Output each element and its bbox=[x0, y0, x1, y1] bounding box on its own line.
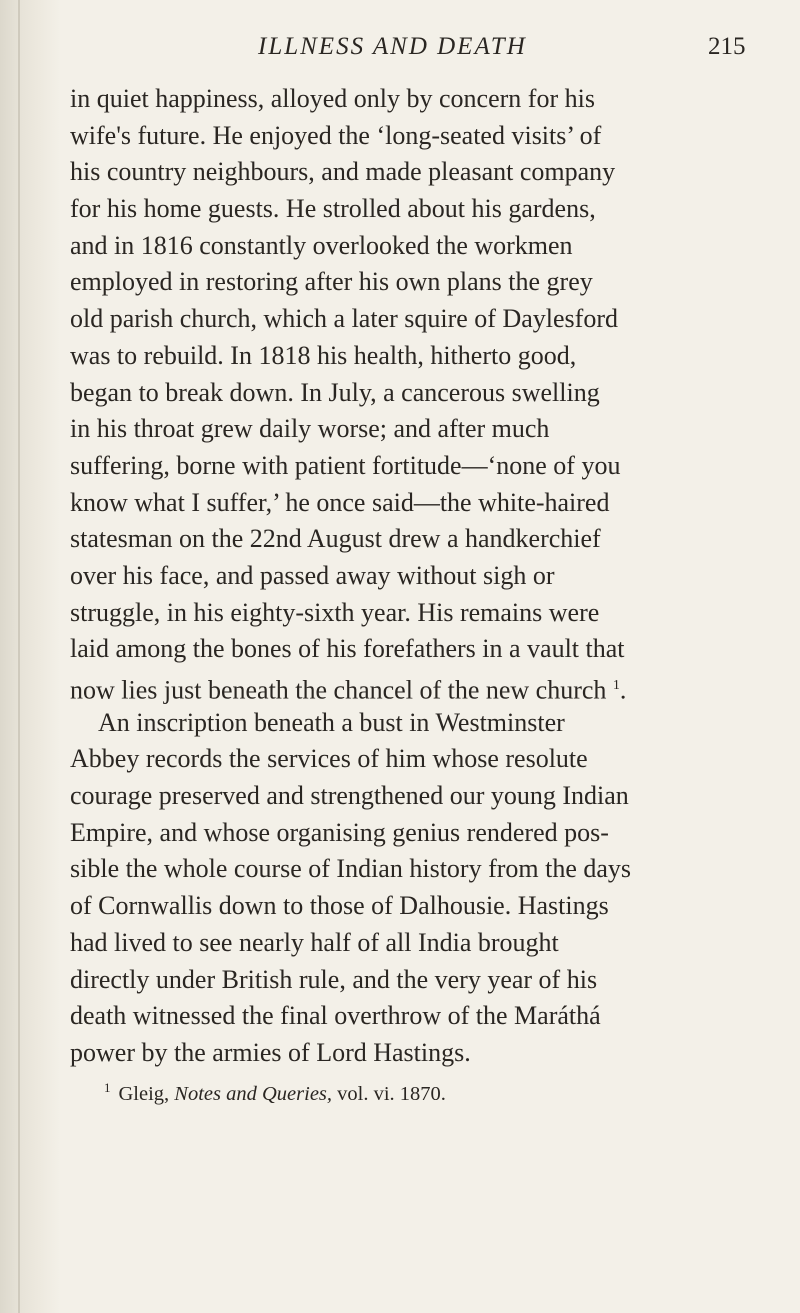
text-line: was to rebuild. In 1818 his health, hitherto good, bbox=[70, 340, 577, 370]
text-line: for his home guests. He strolled about his gardens, bbox=[70, 194, 596, 224]
text-line: his country neighbours, and made pleasant company bbox=[70, 157, 616, 187]
text-line: death witnessed the final overthrow of the Maráthá bbox=[70, 1001, 601, 1031]
page-header bbox=[0, 33, 800, 69]
text-line: in quiet happiness, alloyed only by concern for his bbox=[70, 84, 595, 113]
running-title: ILLNESS AND DEATH bbox=[258, 33, 527, 60]
text-line: over his face, and passed away without sigh or bbox=[70, 560, 555, 590]
footnote-reference: 1 bbox=[612, 678, 620, 693]
text-line: old parish church, which a later squire of Daylesford bbox=[70, 304, 618, 334]
line-end-punctuation: . bbox=[619, 675, 627, 705]
text-line: Empire, and whose organising genius rendered pos- bbox=[70, 817, 609, 847]
text-line: struggle, in his eighty-sixth year. His remains were bbox=[70, 597, 600, 627]
page-number: 215 bbox=[708, 33, 746, 60]
page-binding-shadow bbox=[0, 0, 60, 1313]
text-line: and in 1816 constantly overlooked the workmen bbox=[70, 230, 573, 260]
body-text bbox=[70, 81, 790, 1072]
text-line: directly under British rule, and the very year of his bbox=[70, 964, 598, 994]
text-line-content: now lies just beneath the chancel of the new church bbox=[70, 675, 607, 705]
footnote-marker: 1 bbox=[104, 1080, 111, 1095]
text-line: in his throat grew daily worse; and after much bbox=[70, 414, 550, 444]
footnote-title: Notes and Queries, bbox=[174, 1082, 333, 1105]
footnote bbox=[104, 1080, 446, 1106]
text-line-with-footnote bbox=[70, 668, 790, 705]
text-line: began to break down. In July, a cancerous swelling bbox=[70, 377, 600, 407]
text-line: Abbey records the services of him whose resolute bbox=[70, 744, 588, 774]
text-line: know what I suffer,’ he once said—the white-haired bbox=[70, 487, 610, 517]
footnote-author: Gleig, bbox=[118, 1082, 170, 1105]
footnote-details: vol. vi. 1870. bbox=[337, 1082, 446, 1105]
binding-line bbox=[18, 0, 20, 1313]
text-line: laid among the bones of his forefathers in a vault that bbox=[70, 634, 625, 664]
text-line: employed in restoring after his own plans the grey bbox=[70, 267, 593, 297]
text-line: wife's future. He enjoyed the ‘long-seated visits’ of bbox=[70, 120, 602, 150]
text-line: suffering, borne with patient fortitude—‘none of you bbox=[70, 450, 621, 480]
paragraph-first-line: An inscription beneath a bust in Westminster bbox=[98, 707, 565, 737]
text-line: had lived to see nearly half of all India brought bbox=[70, 927, 559, 957]
text-line: of Cornwallis down to those of Dalhousie. Hastings bbox=[70, 891, 609, 921]
text-line: statesman on the 22nd August drew a handkerchief bbox=[70, 524, 601, 554]
text-line: courage preserved and strengthened our young Indian bbox=[70, 781, 629, 811]
text-line: sible the whole course of Indian history from the days bbox=[70, 854, 632, 884]
text-line: power by the armies of Lord Hastings. bbox=[70, 1037, 471, 1067]
